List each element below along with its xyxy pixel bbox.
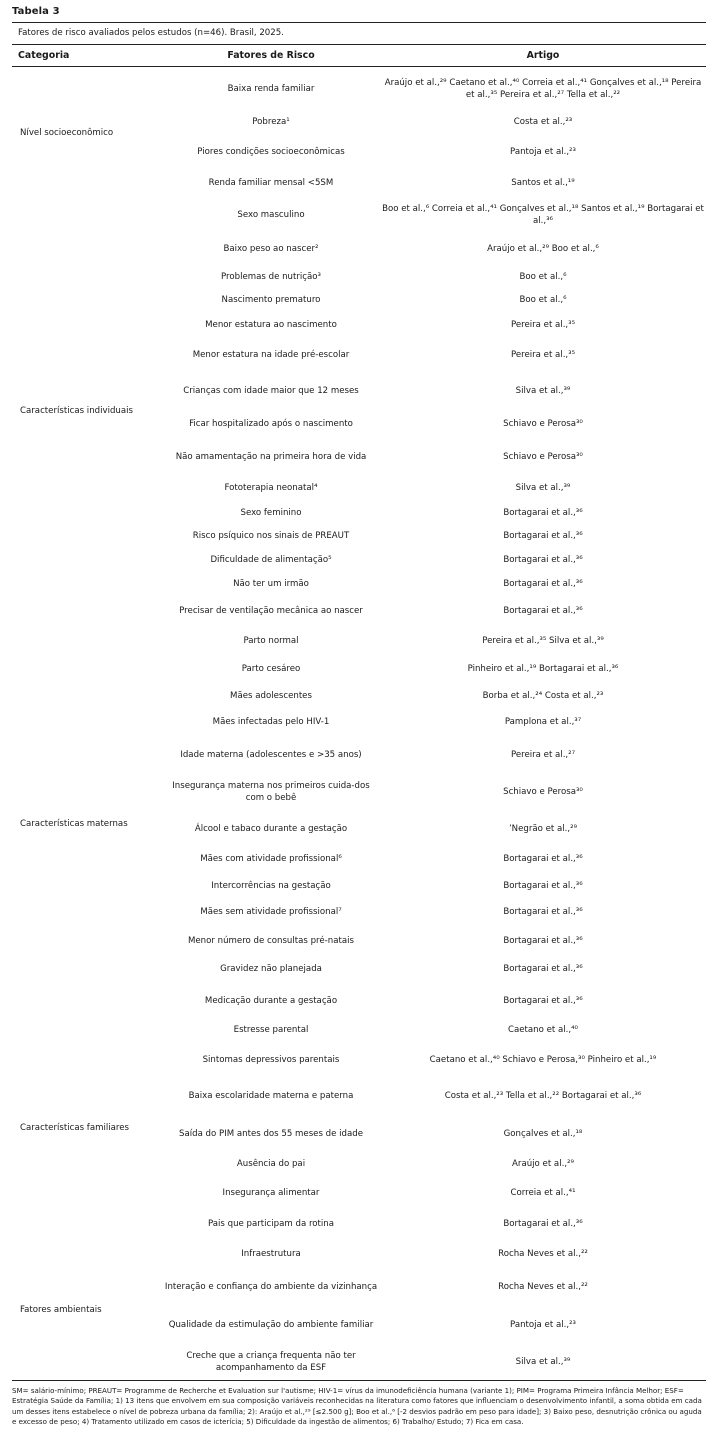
article-cell: Bortagarai et al.,³⁶ [503, 964, 583, 974]
risk-factor-cell: Intercorrências na gestação [211, 881, 331, 891]
risk-factor-cell: Baixo peso ao nascer² [223, 244, 319, 254]
risk-factor-cell: Mães adolescentes [230, 691, 312, 701]
risk-factor-cell: Não ter um irmão [233, 579, 309, 589]
article-cell: Silva et al.,³⁹ [515, 386, 571, 396]
article-cell: Pamplona et al.,³⁷ [504, 717, 582, 727]
article-cell: Schiavo e Perosa³⁰ [503, 452, 583, 462]
risk-factor-cell: Pais que participam da rotina [207, 1219, 335, 1229]
article-cell: Bortagarai et al.,³⁶ [503, 508, 583, 518]
article-cell: Pantoja et al.,²³ [510, 147, 576, 157]
article-cell: Borba et al.,²⁴ Costa et al.,²³ [482, 691, 604, 701]
header-category: Categoria [18, 50, 70, 61]
risk-factor-cell: Creche que a criança frequenta não ter acompanhamento da ESF [186, 1351, 356, 1373]
article-cell: Bortagarai et al.,³⁶ [503, 854, 583, 864]
article-cell: Bortagarai et al.,³⁶ [503, 936, 583, 946]
risk-factor-cell: Renda familiar mensal <5SM [208, 178, 334, 188]
risk-factor-cell: Sexo masculino [237, 210, 305, 220]
risk-factor-cell: Mães com atividade profissional⁶ [200, 854, 342, 864]
risk-factor-cell: Baixa renda familiar [227, 84, 315, 94]
article-cell: Boo et al.,⁶ Correia et al.,⁴¹ Gonçalves et al.,¹⁸ Santos et al.,¹⁹ Bortagarai et al.,³⁶ [382, 204, 704, 226]
risk-factor-cell: Gravidez não planejada [220, 964, 322, 974]
article-cell: Pereira et al.,²⁷ [510, 750, 576, 760]
category-label: Características familiares [20, 1123, 130, 1133]
table-footnote: SM= salário-mínimo; PREAUT= Programme de Recherche et Evaluation sur l'autisme; HIV-1= vírus da imunodeficiência humana (variante 1); PIM= Programa Primeira Infância Melhor; ESF= Estratégia Saúde da Família; 1) 13 itens que envolvem em sua composição variáveis reconhecidas na literatura como fatores que influenciam o desenvolvimento infantil, a soma obtida em cada um desses itens estabelece o nível de pobreza urbana da família; 2): Araújo et al.,²⁹ [≤2.500 g]; Boo et al.,⁶ [-2 desvios padrão em peso para idade]; 3) Baixo peso, desnutrição crônica ou aguda e excesso de peso; 4) Tratamento utilizado em casos de icterícia; 5) Dificuldade da ingestão de alimentos; 6) Trabalho/ Estudo; 7) Fica em casa. [12, 1386, 702, 1427]
article-cell: Caetano et al.,⁴⁰ [507, 1025, 579, 1035]
article-cell: Silva et al.,³⁹ [515, 1357, 571, 1367]
article-cell: Schiavo e Perosa³⁰ [503, 419, 583, 429]
article-cell: Santos et al.,¹⁹ [511, 178, 575, 188]
article-cell: Pereira et al.,³⁵ [510, 320, 576, 330]
article-cell: Bortagarai et al.,³⁶ [503, 881, 583, 891]
article-cell: Boo et al.,⁶ [519, 295, 567, 305]
article-cell: Schiavo e Perosa³⁰ [503, 787, 583, 797]
risk-factor-cell: Crianças com idade maior que 12 meses [183, 386, 359, 396]
article-cell: Araújo et al.,²⁹ Boo et al.,⁶ [487, 244, 599, 254]
category-label: Nível socioeconômico [20, 128, 114, 138]
risk-factor-cell: Sexo feminino [240, 508, 302, 518]
risk-factor-cell: Saída do PIM antes dos 55 meses de idade [179, 1129, 363, 1139]
risk-factor-cell: Sintomas depressivos parentais [202, 1055, 340, 1065]
article-cell: Araújo et al.,²⁹ [512, 1159, 574, 1169]
risk-factor-cell: Risco psíquico nos sinais de PREAUT [192, 531, 350, 541]
top-rule [12, 22, 706, 23]
article-cell: Bortagarai et al.,³⁶ [503, 996, 583, 1006]
risk-factor-cell: Menor estatura na idade pré-escolar [192, 350, 350, 360]
article-cell: Costa et al.,²³ [513, 117, 573, 127]
article-cell: Silva et al.,³⁹ [515, 483, 571, 493]
article-cell: Caetano et al.,⁴⁰ Schiavo e Perosa,³⁰ Pinheiro et al.,¹⁹ [429, 1055, 657, 1065]
risk-factor-cell: Problemas de nutrição³ [221, 272, 321, 282]
bottom-rule [12, 1380, 706, 1381]
risk-factor-cell: Ficar hospitalizado após o nascimento [189, 419, 353, 429]
risk-factor-cell: Insegurança materna nos primeiros cuida-dos com o bebê [172, 781, 370, 803]
risk-factor-cell: Idade materna (adolescentes e >35 anos) [180, 750, 362, 760]
risk-factor-cell: Fototerapia neonatal⁴ [224, 483, 318, 493]
risk-factor-cell: Ausência do pai [236, 1159, 306, 1169]
article-cell: Pinheiro et al.,¹⁹ Bortagarai et al.,³⁶ [467, 664, 619, 674]
article-cell: Rocha Neves et al.,²² [498, 1282, 588, 1292]
article-cell: Gonçalves et al.,¹⁸ [503, 1129, 583, 1139]
category-label: Características individuais [20, 406, 133, 416]
table-caption: Fatores de risco avaliados pelos estudos (n=46). Brasil, 2025. [18, 28, 284, 38]
risk-factor-cell: Estresse parental [233, 1025, 309, 1035]
article-cell: Bortagarai et al.,³⁶ [503, 1219, 583, 1229]
risk-factor-cell: Precisar de ventilação mecânica ao nascer [179, 606, 363, 616]
article-cell: Bortagarai et al.,³⁶ [503, 907, 583, 917]
article-cell: Correia et al.,⁴¹ [510, 1188, 576, 1198]
risk-factor-cell: Piores condições socioeconômicas [197, 147, 345, 157]
article-cell: Bortagarai et al.,³⁶ [503, 579, 583, 589]
article-cell: ʼNegrão et al.,²⁹ [508, 824, 578, 834]
risk-factor-cell: Nascimento prematuro [221, 295, 321, 305]
risk-factor-cell: Interação e confiança do ambiente da vizinhança [164, 1282, 378, 1292]
risk-factor-cell: Qualidade da estimulação do ambiente familiar [168, 1320, 374, 1330]
risk-factor-cell: Álcool e tabaco durante a gestação [194, 824, 348, 834]
article-cell: Costa et al.,²³ Tella et al.,²² Bortagarai et al.,³⁶ [444, 1091, 642, 1101]
risk-factor-cell: Medicação durante a gestação [204, 996, 338, 1006]
risk-factor-cell: Mães sem atividade profissional⁷ [200, 907, 342, 917]
risk-factor-cell: Insegurança alimentar [222, 1188, 320, 1198]
header-rule [12, 66, 706, 67]
caption-rule [12, 44, 706, 45]
risk-factor-cell: Menor número de consultas pré-natais [187, 936, 355, 946]
article-cell: Pantoja et al.,²³ [510, 1320, 576, 1330]
article-cell: Bortagarai et al.,³⁶ [503, 555, 583, 565]
article-cell: Rocha Neves et al.,²² [498, 1249, 588, 1259]
header-article: Artigo [526, 50, 560, 61]
article-cell: Boo et al.,⁶ [519, 272, 567, 282]
risk-factor-cell: Parto cesáreo [241, 664, 301, 674]
article-cell: Araújo et al.,²⁹ Caetano et al.,⁴⁰ Correia et al.,⁴¹ Gonçalves et al.,¹⁸ Pereira et al.,³⁵ Pereira et al.,²⁷ Tella et al.,²² [384, 78, 702, 100]
risk-factor-cell: Baixa escolaridade materna e paterna [188, 1091, 354, 1101]
risk-factor-cell: Não amamentação na primeira hora de vida [175, 452, 367, 462]
risk-factor-cell: Menor estatura ao nascimento [205, 320, 337, 330]
category-label: Características maternas [20, 819, 128, 829]
article-cell: Pereira et al.,³⁵ Silva et al.,³⁹ [482, 636, 604, 646]
risk-factor-cell: Parto normal [243, 636, 299, 646]
table-label: Tabela 3 [12, 6, 60, 17]
header-factor: Fatores de Risco [227, 50, 315, 61]
risk-factor-cell: Pobreza¹ [252, 117, 290, 127]
article-cell: Pereira et al.,³⁵ [510, 350, 576, 360]
article-cell: Bortagarai et al.,³⁶ [503, 606, 583, 616]
category-label: Fatores ambientais [20, 1305, 102, 1315]
article-cell: Bortagarai et al.,³⁶ [503, 531, 583, 541]
risk-factor-cell: Infraestrutura [241, 1249, 301, 1259]
risk-factor-cell: Mães infectadas pelo HIV-1 [212, 717, 330, 727]
risk-factor-cell: Dificuldade de alimentação⁵ [210, 555, 332, 565]
